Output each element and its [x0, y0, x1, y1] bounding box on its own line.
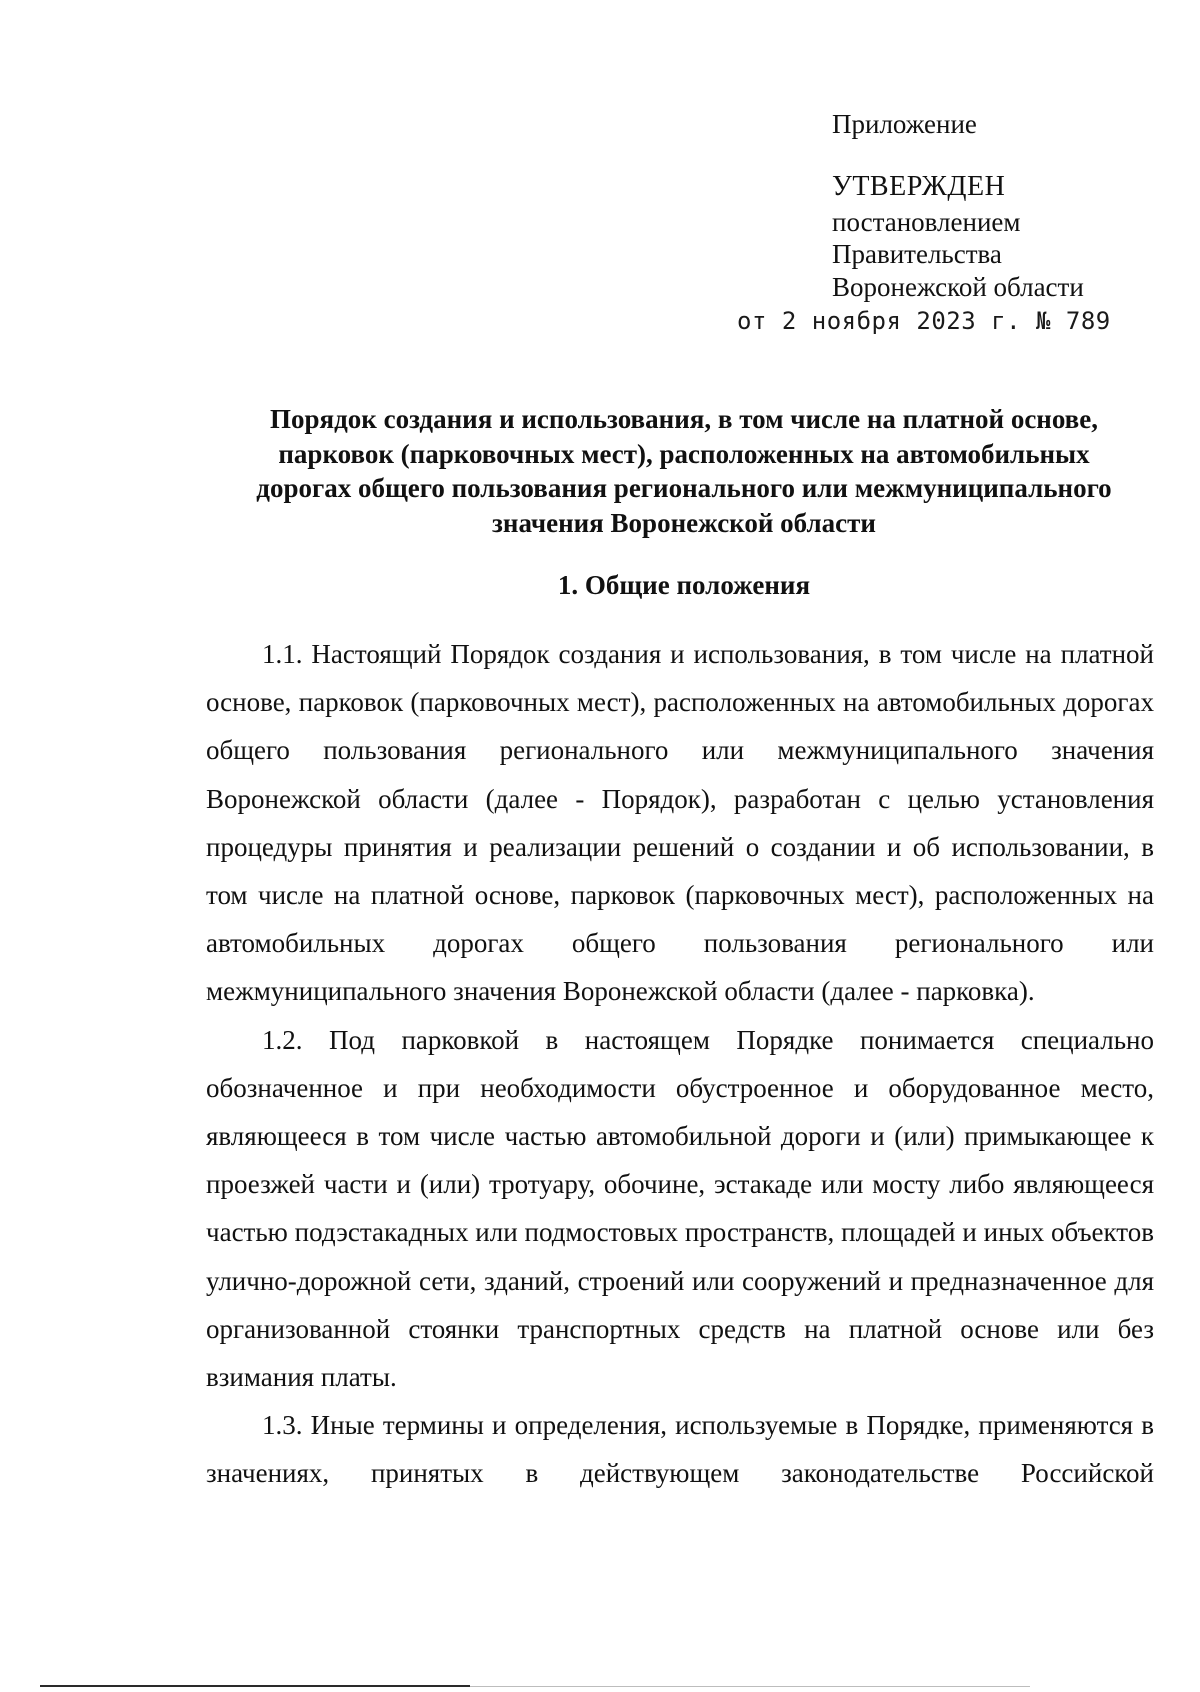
footer-rule [40, 1685, 470, 1687]
title-line-1: Порядок создания и использования, в том числе на платной основе, [270, 404, 1098, 434]
title-line-2: парковок (парковочных мест), расположенных на автомобильных [278, 438, 1090, 469]
decree-date-number: от 2 ноября 2023 г. № 789 [737, 307, 1111, 336]
appendix-label: Приложение [832, 109, 977, 139]
footer-rule-faint [470, 1686, 1030, 1687]
approved-label: УТВЕРЖДЕН [832, 171, 1006, 203]
approval-line-region: Воронежской области [832, 271, 1084, 302]
approval-line-government: Правительства [832, 239, 1002, 270]
approval-block [737, 108, 1111, 336]
title-line-3: дорогах общего пользования регионального или межмуниципального [256, 473, 1112, 503]
paragraph-1-2: 1.2. Под парковкой в настоящем Порядке понимается специально обозначенное и при необходимости обустроенное и оборудованное место, являющееся в том числе частью автомобильной дороги и (или) примыкающее к проезжей части и (или) тротуару, обочине, эстакаде или мосту либо являющееся частью подэстакадных или подмостовых пространств, площадей и иных объектов улично-дорожной сети, зданий, строений или сооружений и предназначенное для организованной стоянки транспортных средств на платной основе или без взимания платы. [206, 1024, 1154, 1393]
paragraph-1-3: 1.3. Иные термины и определения, используемые в Порядке, применяются в значениях, принятых в действующем законодательстве Российской [206, 1410, 1154, 1489]
document-title [200, 402, 1168, 540]
section-heading: 1. Общие положения [557, 570, 811, 600]
approval-line-decree: постановлением [832, 206, 1021, 237]
paragraph-1-1: 1.1. Настоящий Порядок создания и использования, в том числе на платной основе, парковок (парковочных мест), расположенных на автомобильных дорогах общего пользования регионального или межмуниципального значения Воронежской области (далее - Порядок), разработан с целью установления процедуры принятия и реализации решений о создании и об использовании, в том числе на платной основе, парковок (парковочных мест), расположенных на автомобильных дорогах общего пользования регионального или межмуниципального значения Воронежской области (далее - парковка). [206, 639, 1154, 1007]
body-text [206, 630, 1154, 1498]
title-line-4: значения Воронежской области [492, 507, 876, 538]
